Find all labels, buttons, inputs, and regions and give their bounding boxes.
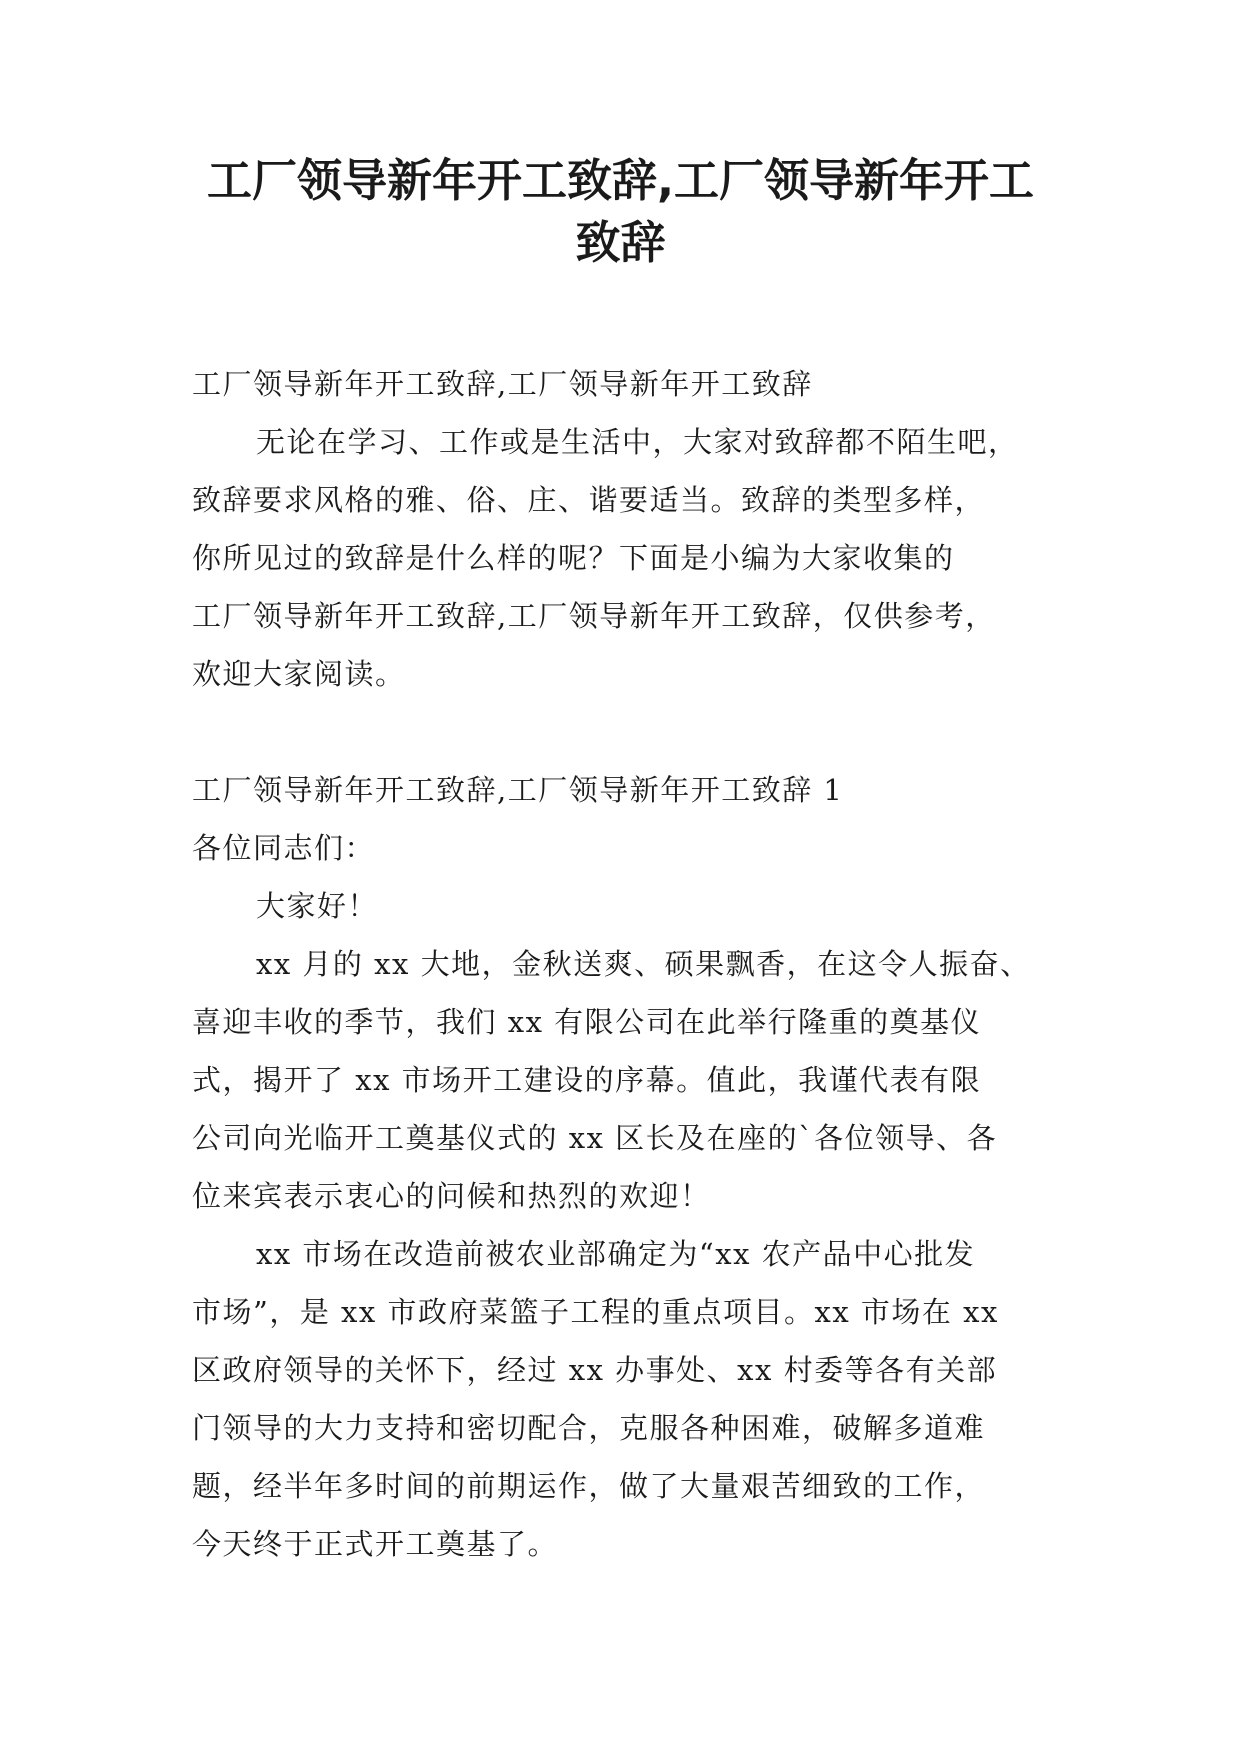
paragraph-line: 式，揭开了 xx 市场开工建设的序幕。值此，我谨代表有限 [192,1063,982,1097]
document-title [150,150,1091,274]
section-spacer [192,703,1076,761]
paragraph-line: xx 市场在改造前被农业部确定为“xx 农产品中心批发 [256,1237,976,1271]
paragraph-line: 门领导的大力支持和密切配合，克服各种困难，破解多道难 [192,1411,986,1445]
greeting: 大家好！ [256,889,379,923]
salutation: 各位同志们： [192,831,376,865]
paragraph-line: 喜迎丰收的季节，我们 xx 有限公司在此举行隆重的奠基仪 [192,1005,982,1039]
intro-paragraph-line: 你所见过的致辞是什么样的呢？下面是小编为大家收集的 [192,541,955,575]
paragraph-line: 公司向光临开工奠基仪式的 xx 区长及在座的`各位领导、各 [192,1121,998,1155]
intro-paragraph-line: 工厂领导新年开工致辞,工厂领导新年开工致辞，仅供参考， [192,599,996,633]
paragraph-line: 位来宾表示衷心的问候和热烈的欢迎！ [192,1179,711,1213]
paragraph-line: 题，经半年多时间的前期运作，做了大量艰苦细致的工作， [192,1469,986,1503]
intro-paragraph-line: 无论在学习、工作或是生活中，大家对致辞都不陌生吧， [256,425,1019,459]
section-heading: 工厂领导新年开工致辞,工厂领导新年开工致辞 1 [192,773,844,807]
paragraph-line: 区政府领导的关怀下，经过 xx 办事处、xx 村委等各有关部 [192,1353,998,1387]
intro-paragraph-line: 欢迎大家阅读。 [192,657,406,691]
intro-heading: 工厂领导新年开工致辞,工厂领导新年开工致辞 [192,367,813,401]
paragraph-line: 今天终于正式开工奠基了。 [192,1527,559,1561]
document-body [192,355,1076,1573]
document-title-line-2: 致辞 [575,216,666,269]
intro-paragraph-line: 致辞要求风格的雅、俗、庄、谐要适当。致辞的类型多样， [192,483,986,517]
paragraph-line: xx 月的 xx 大地，金秋送爽、硕果飘香，在这令人振奋、 [256,947,1031,981]
paragraph-line: 市场”，是 xx 市政府菜篮子工程的重点项目。xx 市场在 xx [192,1295,999,1329]
document-title-line-1: 工厂领导新年开工致辞,工厂领导新年开工 [206,154,1035,207]
